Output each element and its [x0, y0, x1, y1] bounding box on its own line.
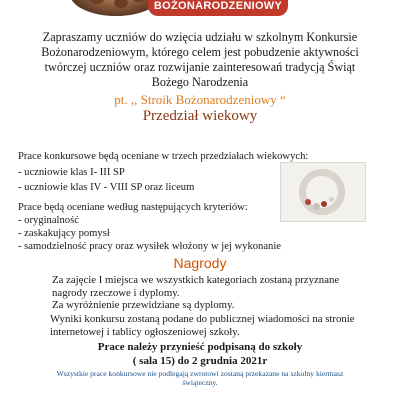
results-paragraph: Wyniki konkursu zostaną podane do publicznej wiadomości na stronie internetowej i tablicy ogłoszeniowej szkoły.	[50, 313, 355, 338]
prizes-heading: Nagrody	[173, 255, 227, 271]
criteria-list	[18, 214, 318, 253]
wreath-photo-icon	[280, 162, 366, 222]
footer-note: Wszystkie prace konkursowe nie podlegają zwrotowi zostaną przekazane na szkolny kiermasz świąteczny.	[56, 369, 344, 387]
deadline-note	[0, 340, 400, 368]
prizes-paragraph: Za zajęcie I miejsca we wszystkich kategoriach zostaną przyznane nagrody rzeczowe i dyplomy.	[52, 274, 340, 299]
list-item: - zaskakujący pomysł	[18, 228, 110, 239]
contest-subtitle: pt. ,, Stroik Bożonarodzeniowy “	[114, 92, 286, 107]
deadline-line-1: Prace należy przynieść podpisaną do szkoły	[97, 341, 303, 353]
list-item: - uczniowie klas I- III SP	[18, 167, 125, 178]
header-title: BOŻONARODZENIOWY	[148, 0, 288, 16]
criteria-paragraph: Prace będą oceniane według następujących kryteriów:	[18, 202, 248, 213]
deadline-line-2: ( sala 15) do 2 grudnia 2021r	[132, 355, 268, 367]
age-groups-heading: Przedział wiekowy	[142, 108, 258, 124]
list-item: - samodzielność pracy oraz wysiłek włożony w jej wykonanie	[18, 241, 281, 252]
intro-paragraph: Zapraszamy uczniów do wzięcia udziału w szkolnym Konkursie Bożonarodzeniowym, którego celem jest pobudzenie aktywności twórczej uczniów oraz rozwijanie zainteresowań tradycją Świąt Bożego Narodzenia	[41, 30, 359, 89]
list-item: - uczniowie klas IV - VIII SP oraz liceum	[18, 182, 195, 193]
judged-paragraph: Prace konkursowe będą oceniane w trzech przedziałach wiekowych:	[18, 151, 309, 162]
age-groups-list	[18, 166, 238, 196]
list-item: - oryginalność	[18, 215, 79, 226]
header-band	[0, 0, 400, 20]
diplomas-paragraph: Za wyróżnienie przewidziane są dyplomy.	[52, 299, 235, 311]
